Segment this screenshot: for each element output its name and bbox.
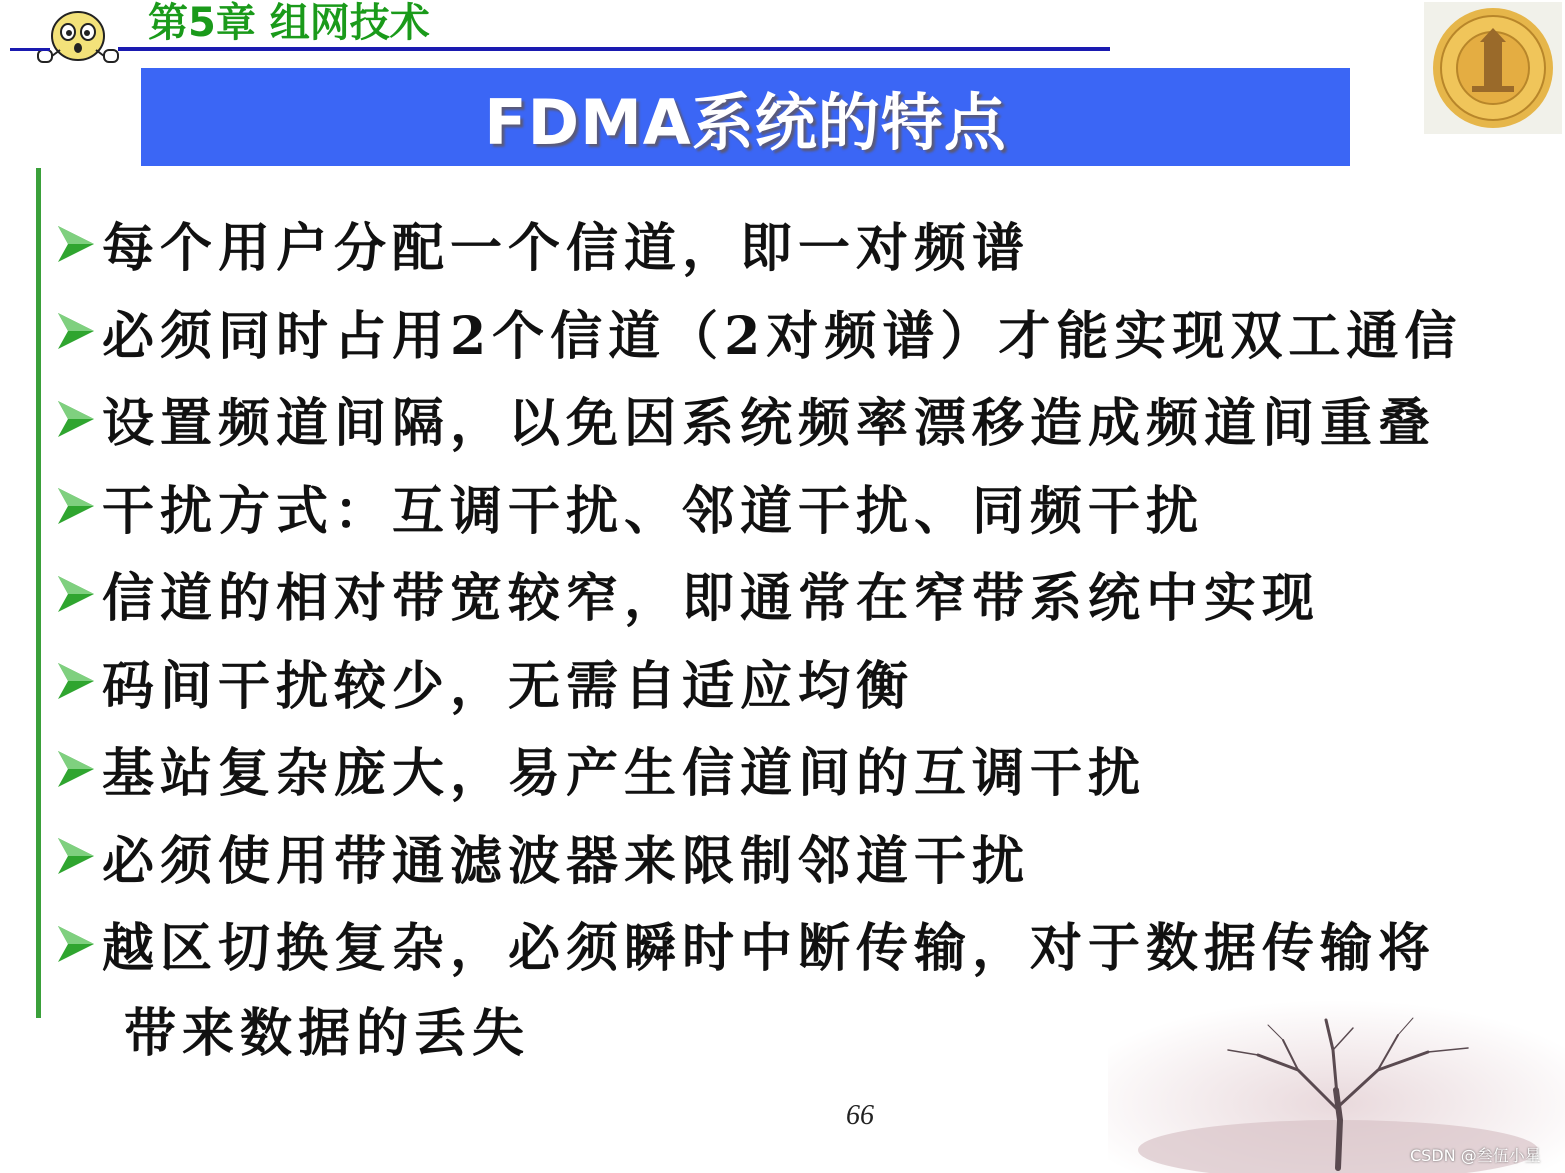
- green-arrow-icon: [54, 484, 98, 528]
- list-item: [54, 725, 1554, 813]
- green-arrow-icon: [54, 572, 98, 616]
- list-item: [54, 813, 1554, 901]
- bullet-text: 设置频道间隔，以免因系统频率漂移造成频道间重叠: [102, 393, 1437, 455]
- list-item: [54, 638, 1554, 726]
- bullet-text: 每个用户分配一个信道，即一对频谱: [102, 218, 1031, 280]
- list-item: [54, 200, 1554, 288]
- bullet-text: 必须使用带通滤波器来限制邻道干扰: [102, 830, 1031, 892]
- bullet-list: [54, 200, 1554, 988]
- list-item: [54, 463, 1554, 551]
- page-number: 66: [846, 1100, 874, 1131]
- watermark: CSDN @叁伍小星: [1410, 1146, 1541, 1165]
- chapter-heading: 第5章 组网技术: [148, 0, 430, 46]
- bullet-continuation: 带来数据的丢失: [124, 1003, 531, 1064]
- bullet-text: 码间干扰较少，无需自适应均衡: [102, 655, 915, 717]
- bullet-text: 信道的相对带宽较窄，即通常在窄带系统中实现: [102, 568, 1321, 630]
- list-item: [54, 288, 1554, 376]
- mascot-icon: [8, 6, 128, 66]
- slide-title-bar: [141, 68, 1350, 166]
- green-arrow-icon: [54, 747, 98, 791]
- list-item: [54, 375, 1554, 463]
- green-arrow-icon: [54, 309, 98, 353]
- list-item: [54, 550, 1554, 638]
- bullet-text: 必须同时占用2个信道（2对频谱）才能实现双工通信: [102, 305, 1463, 367]
- green-arrow-icon: [54, 397, 98, 441]
- bullet-text: 越区切换复杂，必须瞬时中断传输，对于数据传输将: [102, 918, 1437, 980]
- slide-title: FDMA系统的特点: [484, 85, 1007, 159]
- university-seal-logo: [1424, 2, 1562, 134]
- left-accent-rule: [36, 168, 41, 1018]
- header-rule: [118, 47, 1110, 51]
- list-item: [54, 900, 1554, 988]
- green-arrow-icon: [54, 222, 98, 266]
- bullet-text: 基站复杂庞大，易产生信道间的互调干扰: [102, 743, 1147, 805]
- green-arrow-icon: [54, 834, 98, 878]
- bullet-text: 干扰方式：互调干扰、邻道干扰、同频干扰: [102, 480, 1205, 542]
- header-rule-left: [10, 48, 50, 51]
- green-arrow-icon: [54, 922, 98, 966]
- green-arrow-icon: [54, 659, 98, 703]
